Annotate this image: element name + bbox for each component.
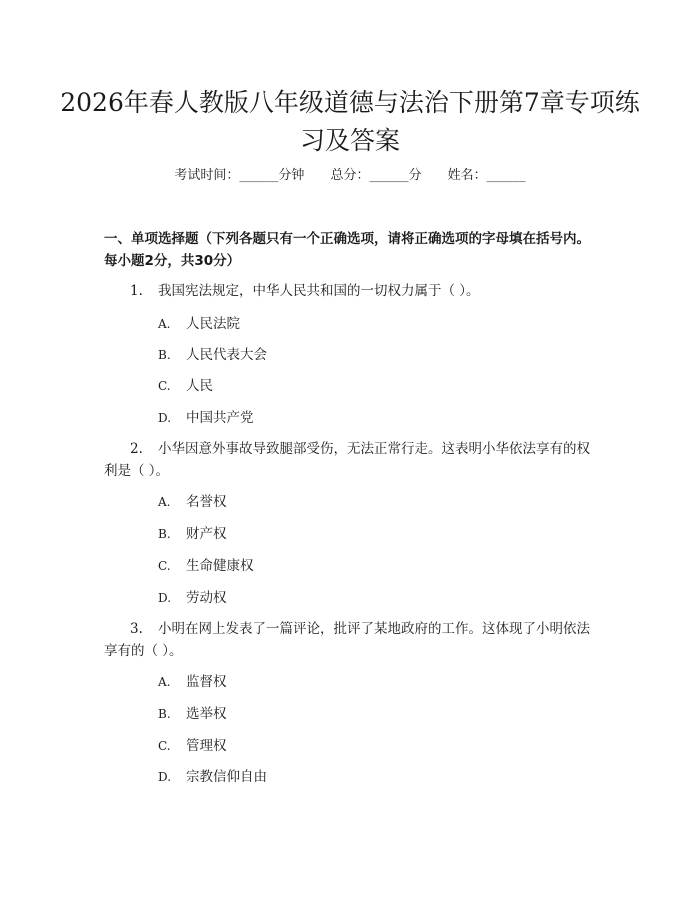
option-letter: C. [158, 739, 171, 753]
option-text: 选举权 [186, 706, 227, 722]
question-3-option-a [158, 672, 227, 692]
document-title: 2026年春人教版八年级道德与法治下册第7章专项练习及答案 [60, 88, 640, 155]
option-letter: D. [158, 591, 172, 605]
option-letter: A. [158, 675, 171, 689]
question-1-option-a [158, 314, 240, 334]
exam-time-field: 考试时间：______分钟 [174, 168, 305, 183]
option-letter: B. [158, 527, 171, 541]
question-2-option-d [158, 588, 227, 608]
name-field: 姓名：______ [447, 168, 526, 183]
question-number: 3. [130, 621, 143, 637]
option-text: 财产权 [186, 526, 227, 542]
question-3-option-c [158, 736, 227, 756]
option-letter: A. [158, 495, 171, 509]
exam-info-line [0, 166, 700, 186]
question-3-option-d [158, 767, 267, 787]
section-heading: 一、单项选择题（下列各题只有一个正确选项，请将正确选项的字母填在括号内。每小题2分，共30分） [104, 231, 590, 269]
question-text: 我国宪法规定，中华人民共和国的一切权力属于（ ）。 [158, 283, 480, 299]
question-3-option-b [158, 704, 227, 724]
option-letter: C. [158, 559, 171, 573]
question-2-stem [104, 438, 594, 482]
option-text: 中国共产党 [186, 410, 254, 426]
question-2-option-b [158, 524, 227, 544]
option-letter: D. [158, 411, 172, 425]
question-1-option-d [158, 408, 254, 428]
question-1-option-b [158, 345, 267, 365]
option-text: 人民 [186, 378, 213, 394]
question-2-option-a [158, 492, 227, 512]
option-text: 管理权 [186, 738, 227, 754]
total-score-field: 总分：______分 [330, 168, 422, 183]
option-letter: C. [158, 379, 171, 393]
question-1-option-c [158, 376, 213, 396]
option-text: 人民法院 [186, 316, 240, 332]
option-text: 劳动权 [186, 590, 227, 606]
option-text: 名誉权 [186, 494, 227, 510]
option-text: 生命健康权 [186, 558, 254, 574]
option-letter: B. [158, 348, 171, 362]
question-number: 2. [130, 441, 143, 457]
question-text: 小明在网上发表了一篇评论，批评了某地政府的工作。这体现了小明依法享有的（ ）。 [104, 621, 590, 659]
question-2-option-c [158, 556, 254, 576]
option-text: 监督权 [186, 674, 227, 690]
option-letter: A. [158, 317, 171, 331]
option-letter: D. [158, 770, 172, 784]
option-text: 宗教信仰自由 [186, 769, 267, 785]
option-text: 人民代表大会 [186, 347, 267, 363]
question-number: 1. [130, 283, 143, 299]
option-letter: B. [158, 707, 171, 721]
question-1-stem [104, 280, 594, 302]
question-text: 小华因意外事故导致腿部受伤，无法正常行走。这表明小华依法享有的权利是（ ）。 [104, 441, 590, 479]
question-3-stem [104, 618, 594, 662]
